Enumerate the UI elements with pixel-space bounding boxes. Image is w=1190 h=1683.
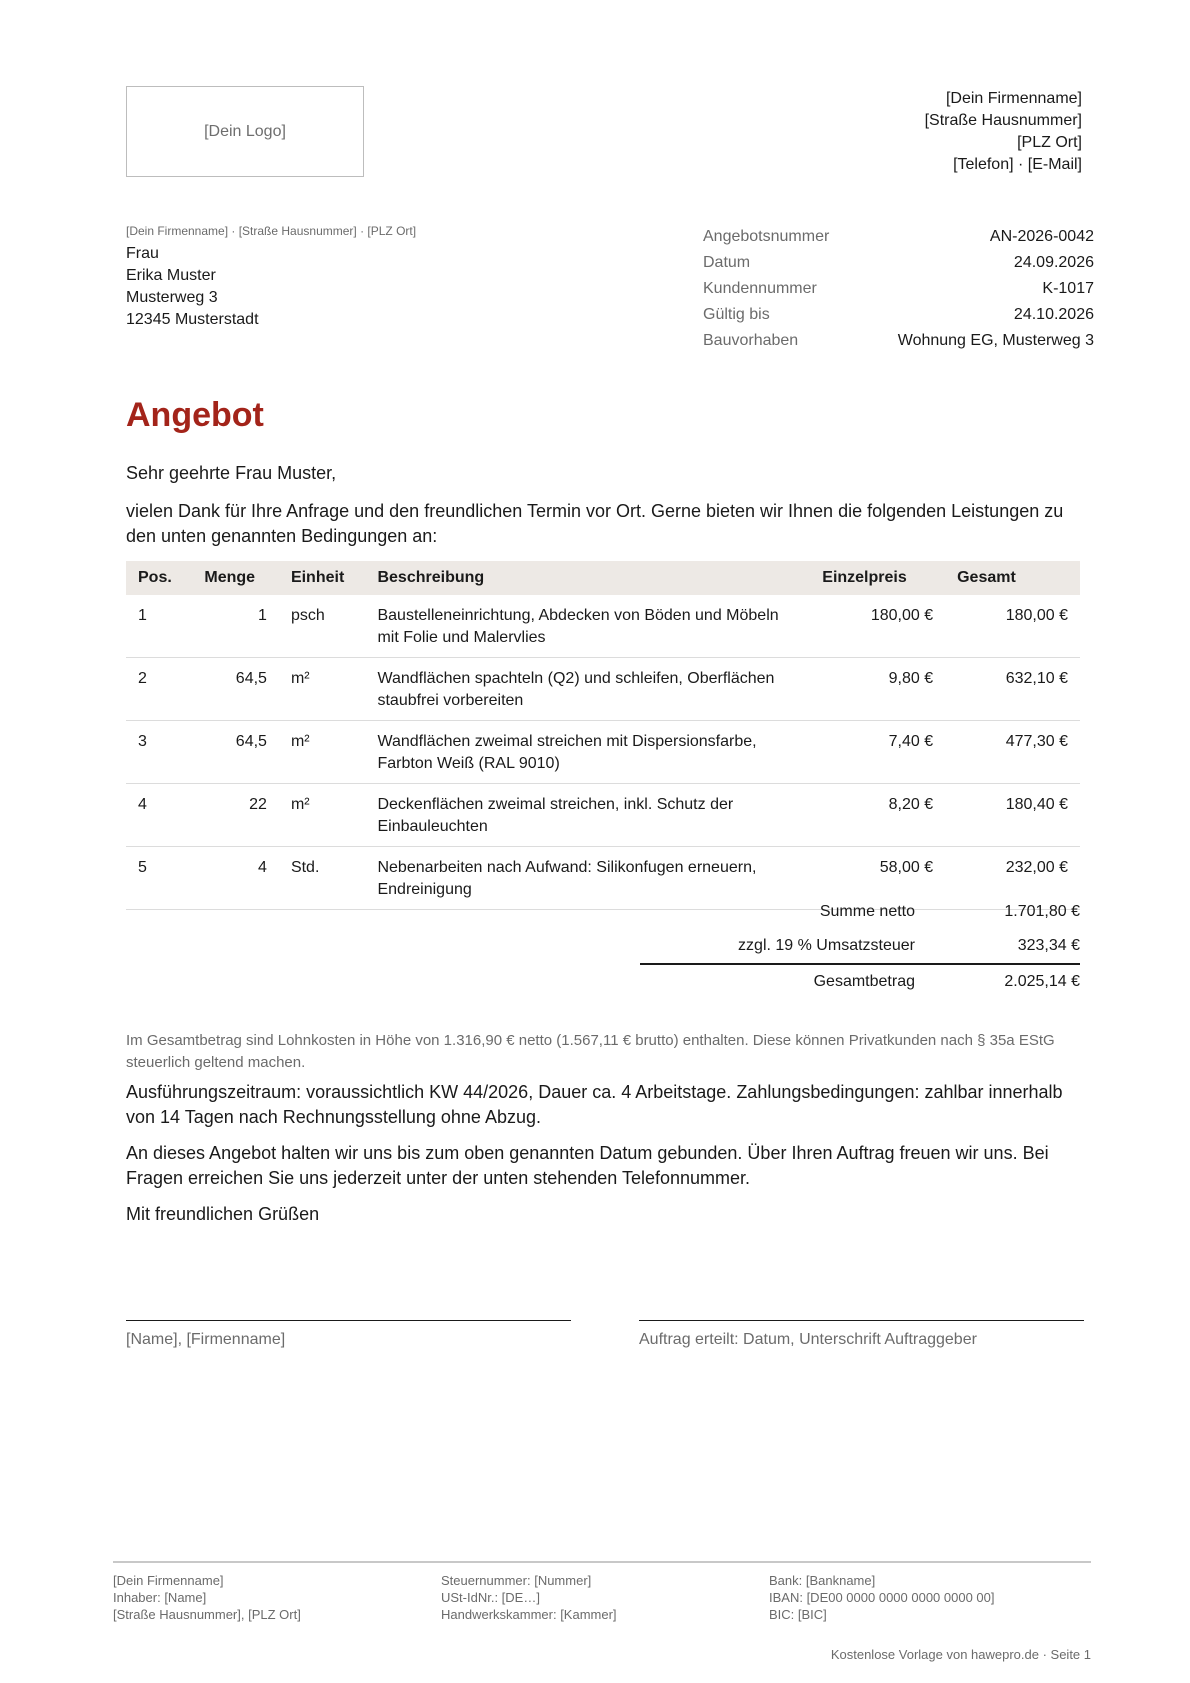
table-row xyxy=(126,658,1080,721)
cell-qty: 22 xyxy=(192,784,279,847)
meta-row-date xyxy=(703,250,1094,276)
recipient-city: 12345 Musterstadt xyxy=(126,311,259,328)
cell-unit: Std. xyxy=(279,847,366,910)
footer-tax xyxy=(441,1572,617,1623)
document-title: Angebot xyxy=(126,396,264,434)
cell-total: 632,10 € xyxy=(945,658,1080,721)
footer-line: Bank: [Bankname] xyxy=(769,1573,876,1588)
cell-qty: 1 xyxy=(192,595,279,658)
table-row xyxy=(126,595,1080,658)
total-gross-row xyxy=(640,963,1080,999)
meta-value: 24.09.2026 xyxy=(1013,254,1094,271)
cell-unit-price: 58,00 € xyxy=(810,847,945,910)
cell-total: 477,30 € xyxy=(945,721,1080,784)
meta-key: Gültig bis xyxy=(703,306,770,323)
meta-value: Wohnung EG, Musterweg 3 xyxy=(897,332,1094,349)
signature-label-right: Auftrag erteilt: Datum, Unterschrift Auftraggeber xyxy=(639,1331,977,1348)
cell-unit: m² xyxy=(279,721,366,784)
sender-city: [PLZ Ort] xyxy=(1017,134,1082,151)
footer-line: BIC: [BIC] xyxy=(769,1607,827,1622)
cell-unit: m² xyxy=(279,784,366,847)
recipient-salutation: Frau xyxy=(126,245,159,262)
cell-unit-price: 7,40 € xyxy=(810,721,945,784)
signature-label-left: [Name], [Firmenname] xyxy=(126,1331,286,1348)
cell-total: 232,00 € xyxy=(945,847,1080,910)
col-header-unit: Einheit xyxy=(279,561,366,595)
items-table xyxy=(126,561,1080,910)
return-address: [Dein Firmenname] · [Straße Hausnummer] · [PLZ Ort] xyxy=(126,224,417,238)
meta-row-customer-number xyxy=(703,276,1094,302)
cell-pos: 4 xyxy=(126,784,192,847)
meta-value: K-1017 xyxy=(1042,280,1094,297)
signature-line-right xyxy=(639,1320,1084,1321)
table-row xyxy=(126,721,1080,784)
recipient-name: Erika Muster xyxy=(126,267,216,284)
cell-unit: psch xyxy=(279,595,366,658)
execution-terms: Ausführungszeitraum: voraussichtlich KW 44/2026, Dauer ca. 4 Arbeitstage. Zahlungsbedingungen: zahlbar innerhalb von 14 Tagen nach Rechnungsstellung ohne Abzug. xyxy=(126,1082,1063,1127)
total-vat-row xyxy=(640,929,1080,963)
footer-credit: Kostenlose Vorlage von hawepro.de · Seite 1 xyxy=(830,1647,1091,1662)
col-header-pos: Pos. xyxy=(126,561,192,595)
meta-value: AN-2026-0042 xyxy=(989,228,1094,245)
cell-desc: Baustelleneinrichtung, Abdecken von Böden und Möbeln mit Folie und Malervlies xyxy=(365,595,810,658)
cell-qty: 64,5 xyxy=(192,658,279,721)
footer-line: IBAN: [DE00 0000 0000 0000 0000 00] xyxy=(769,1590,995,1605)
total-gross-value: 2.025,14 € xyxy=(1004,973,1080,990)
cell-pos: 1 xyxy=(126,595,192,658)
cell-unit-price: 8,20 € xyxy=(810,784,945,847)
footer-line: [Straße Hausnummer], [PLZ Ort] xyxy=(113,1607,301,1622)
total-vat-label: zzgl. 19 % Umsatzsteuer xyxy=(738,937,915,954)
total-net-value: 1.701,80 € xyxy=(1004,903,1080,920)
cell-total: 180,00 € xyxy=(945,595,1080,658)
meta-key: Bauvorhaben xyxy=(703,332,799,349)
totals-block xyxy=(640,895,1080,999)
cell-desc: Wandflächen spachteln (Q2) und schleifen, Oberflächen staubfrei vorbereiten xyxy=(365,658,810,721)
total-vat-value: 323,34 € xyxy=(1017,937,1080,954)
intro-text: vielen Dank für Ihre Anfrage und den freundlichen Termin vor Ort. Gerne bieten wir Ihnen die folgenden Leistungen zu den unten genannten Bedingungen an: xyxy=(126,501,1064,546)
validity-text: An dieses Angebot halten wir uns bis zum oben genannten Datum gebunden. Über Ihren Auftrag freuen wir uns. Bei Fragen erreichen Sie uns jederzeit unter der unten stehenden Telefonnummer. xyxy=(126,1143,1049,1188)
cell-qty: 4 xyxy=(192,847,279,910)
sender-address xyxy=(682,88,1082,176)
col-header-unit-price: Einzelpreis xyxy=(810,561,945,595)
total-net-label: Summe netto xyxy=(819,903,915,920)
salutation: Sehr geehrte Frau Muster, xyxy=(126,463,337,483)
footer-line: Inhaber: [Name] xyxy=(113,1590,207,1605)
total-net-row xyxy=(640,895,1080,929)
cell-desc: Deckenflächen zweimal streichen, inkl. Schutz der Einbauleuchten xyxy=(365,784,810,847)
col-header-total: Gesamt xyxy=(945,561,1080,595)
recipient-address xyxy=(126,243,259,331)
cell-qty: 64,5 xyxy=(192,721,279,784)
meta-row-project xyxy=(703,328,1094,354)
meta-row-valid-until xyxy=(703,302,1094,328)
logo-placeholder xyxy=(126,86,364,177)
footer-line: Steuernummer: [Nummer] xyxy=(441,1573,592,1588)
footer-line: [Dein Firmenname] xyxy=(113,1573,224,1588)
cell-pos: 2 xyxy=(126,658,192,721)
logo-placeholder-text: [Dein Logo] xyxy=(204,122,286,140)
signature-line-left xyxy=(126,1320,571,1321)
footer-bank xyxy=(769,1572,995,1623)
table-row xyxy=(126,784,1080,847)
meta-value: 24.10.2026 xyxy=(1013,306,1094,323)
col-header-desc: Beschreibung xyxy=(365,561,810,595)
closing-greeting: Mit freundlichen Grüßen xyxy=(126,1204,320,1224)
footer-line: USt-IdNr.: [DE…] xyxy=(441,1590,540,1605)
cell-total: 180,40 € xyxy=(945,784,1080,847)
sender-contact: [Telefon] · [E-Mail] xyxy=(953,156,1082,173)
offer-meta xyxy=(703,224,1094,354)
total-gross-label: Gesamtbetrag xyxy=(813,973,915,990)
meta-key: Angebotsnummer xyxy=(703,228,830,245)
cell-pos: 3 xyxy=(126,721,192,784)
cell-desc: Wandflächen zweimal streichen mit Dispersionsfarbe, Farbton Weiß (RAL 9010) xyxy=(365,721,810,784)
sender-street: [Straße Hausnummer] xyxy=(924,112,1082,129)
table-header-row xyxy=(126,561,1080,595)
cell-pos: 5 xyxy=(126,847,192,910)
footer-divider xyxy=(113,1561,1091,1563)
meta-key: Datum xyxy=(703,254,751,271)
footer-line: Handwerkskammer: [Kammer] xyxy=(441,1607,617,1622)
footer-company xyxy=(113,1572,301,1623)
recipient-street: Musterweg 3 xyxy=(126,289,218,306)
col-header-qty: Menge xyxy=(192,561,279,595)
cell-desc: Nebenarbeiten nach Aufwand: Silikonfugen erneuern, Endreinigung xyxy=(365,847,810,910)
labor-cost-note: Im Gesamtbetrag sind Lohnkosten in Höhe von 1.316,90 € netto (1.567,11 € brutto) enthalten. Diese können Privatkunden nach § 35a EStG steuerlich geltend machen. xyxy=(126,1032,1055,1071)
cell-unit: m² xyxy=(279,658,366,721)
sender-company: [Dein Firmenname] xyxy=(945,90,1082,107)
cell-unit-price: 9,80 € xyxy=(810,658,945,721)
meta-row-offer-number xyxy=(703,224,1094,250)
meta-key: Kundennummer xyxy=(703,280,817,297)
cell-unit-price: 180,00 € xyxy=(810,595,945,658)
